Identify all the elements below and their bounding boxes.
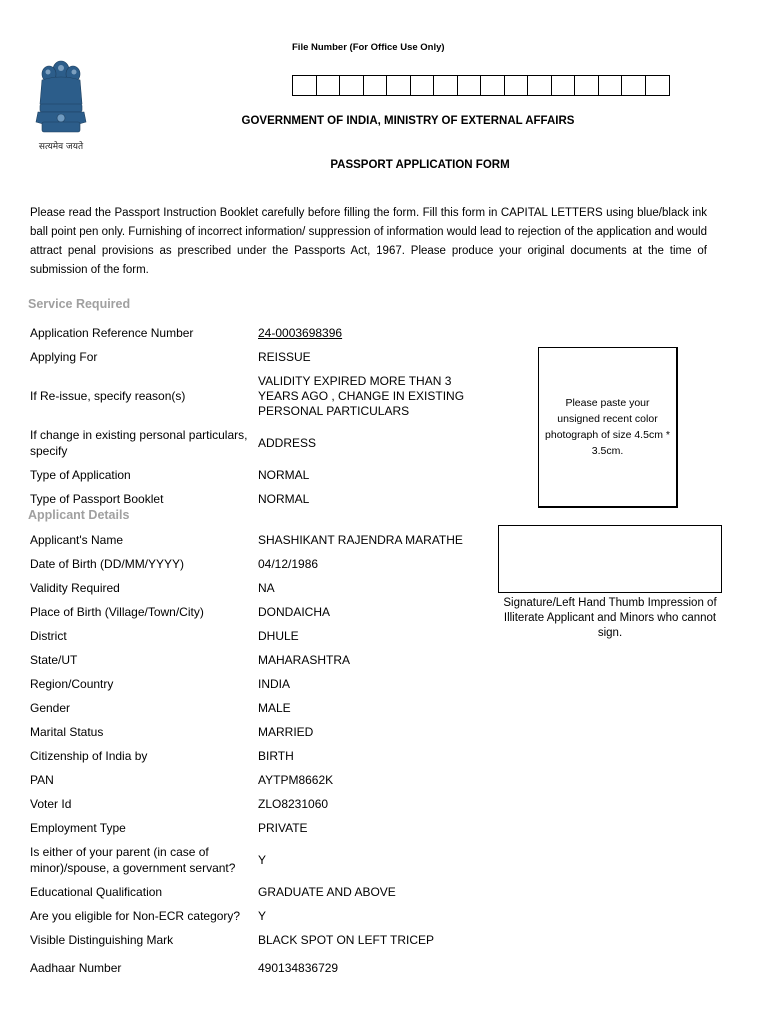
- field-value: PRIVATE: [258, 820, 308, 835]
- field-label: Applicant's Name: [30, 533, 123, 547]
- file-number-box: [575, 76, 599, 95]
- field-value: AYTPM8662K: [258, 772, 334, 787]
- field-value: 04/12/1986: [258, 556, 319, 571]
- file-number-box: [340, 76, 364, 95]
- applicant-field-row: [30, 792, 490, 816]
- field-value: SHASHIKANT RAJENDRA MARATHE: [258, 532, 463, 547]
- field-label: Type of Passport Booklet: [30, 492, 164, 506]
- field-label: Application Reference Number: [30, 326, 194, 340]
- file-number-box: [481, 76, 505, 95]
- applicant-field-row: [30, 600, 490, 624]
- field-label: Are you eligible for Non-ECR category?: [30, 909, 241, 923]
- field-value: MARRIED: [258, 724, 314, 739]
- applicant-field-row: [30, 648, 490, 672]
- signature-instruction: Signature/Left Hand Thumb Impression of Illiterate Applicant and Minors who cannot sign.: [503, 597, 717, 639]
- field-label: Date of Birth (DD/MM/YYYY): [30, 557, 185, 571]
- field-label: If Re-issue, specify reason(s): [30, 389, 186, 403]
- field-value: DONDAICHA: [258, 604, 331, 619]
- field-label: Employment Type: [30, 821, 126, 835]
- applicant-field-row: [30, 672, 490, 696]
- government-heading: GOVERNMENT OF INDIA, MINISTRY OF EXTERNAL AFFAIRS: [241, 115, 575, 127]
- field-label: Type of Application: [30, 468, 131, 482]
- applicant-field-row: [30, 904, 490, 928]
- file-number-box: [552, 76, 576, 95]
- field-application-reference: [30, 321, 490, 345]
- field-value: MAHARASHTRA: [258, 652, 351, 667]
- field-value: NORMAL: [258, 491, 310, 506]
- field-change-particulars: [30, 423, 490, 463]
- applicant-field-row: [30, 928, 490, 952]
- file-number-boxes: [292, 75, 670, 96]
- field-value: INDIA: [258, 676, 291, 691]
- field-value: Y: [258, 852, 267, 867]
- file-number-box: [434, 76, 458, 95]
- field-label: Citizenship of India by: [30, 749, 148, 763]
- field-value: BIRTH: [258, 748, 294, 763]
- section-service-required: Service Required: [28, 297, 131, 311]
- applicant-details-fields: [30, 528, 490, 984]
- file-number-box: [458, 76, 482, 95]
- field-value: VALIDITY EXPIRED MORE THAN 3 YEARS AGO , CHANGE IN EXISTING PERSONAL PARTICULARS: [258, 373, 465, 418]
- field-label: Validity Required: [30, 581, 120, 595]
- application-reference-link[interactable]: 24-0003698396: [258, 325, 343, 340]
- applicant-field-row: [30, 952, 490, 984]
- applicant-field-row: [30, 840, 490, 880]
- signature-box: [498, 525, 722, 593]
- field-label: Marital Status: [30, 725, 104, 739]
- file-number-label: File Number (For Office Use Only): [292, 42, 445, 53]
- applicant-field-row: [30, 552, 490, 576]
- field-label: Gender: [30, 701, 71, 715]
- field-reissue-reason: [30, 369, 490, 423]
- field-label: Educational Qualification: [30, 885, 163, 899]
- applicant-field-row: [30, 528, 490, 552]
- applicant-field-row: [30, 768, 490, 792]
- field-label: Aadhaar Number: [30, 961, 122, 975]
- emblem-caption: सत्यमेव जयते: [38, 142, 84, 152]
- field-value: ZLO8231060: [258, 796, 329, 811]
- file-number-box: [528, 76, 552, 95]
- applicant-field-row: [30, 816, 490, 840]
- file-number-box: [646, 76, 670, 95]
- service-required-fields: [30, 321, 490, 511]
- applicant-field-row: [30, 624, 490, 648]
- field-label: Applying For: [30, 350, 98, 364]
- field-label: Visible Distinguishing Mark: [30, 933, 174, 947]
- field-label: If change in existing personal particulars, specify: [30, 428, 248, 458]
- file-number-box: [599, 76, 623, 95]
- form-title: PASSPORT APPLICATION FORM: [330, 159, 510, 171]
- field-value: GRADUATE AND ABOVE: [258, 884, 396, 899]
- instructions-paragraph: Please read the Passport Instruction Booklet carefully before filling the form. Fill this form in CAPITAL LETTERS using blue/black ink ball point pen only. Furnishing of incorrect information/ suppression of information would lead to rejection of the application and would attract penal provisions as prescribed under the Passports Act, 1967. Please produce your original documents at the time of submission of the form.: [30, 207, 707, 276]
- file-number-box: [293, 76, 317, 95]
- applicant-field-row: [30, 880, 490, 904]
- field-value: ADDRESS: [258, 435, 317, 450]
- field-label: Region/Country: [30, 677, 114, 691]
- field-value: REISSUE: [258, 349, 311, 364]
- photo-box: [538, 347, 678, 508]
- section-applicant-details: Applicant Details: [28, 508, 130, 522]
- field-type-of-application: [30, 463, 490, 487]
- photo-instruction: Please paste your unsigned recent color photograph of size 4.5cm * 3.5cm.: [545, 397, 670, 457]
- applicant-field-row: [30, 720, 490, 744]
- file-number-box: [622, 76, 646, 95]
- field-value: BLACK SPOT ON LEFT TRICEP: [258, 932, 435, 947]
- applicant-field-row: [30, 576, 490, 600]
- applicant-field-row: [30, 696, 490, 720]
- field-value: DHULE: [258, 628, 299, 643]
- field-value: NA: [258, 580, 275, 595]
- field-label: Place of Birth (Village/Town/City): [30, 605, 204, 619]
- field-label: Is either of your parent (in case of minor)/spouse, a government servant?: [30, 845, 236, 875]
- national-emblem: [30, 56, 92, 156]
- field-value: 490134836729: [258, 960, 339, 975]
- field-value: NORMAL: [258, 467, 310, 482]
- applicant-field-row: [30, 744, 490, 768]
- file-number-box: [505, 76, 529, 95]
- field-label: PAN: [30, 773, 54, 787]
- file-number-box: [364, 76, 388, 95]
- field-label: Voter Id: [30, 797, 72, 811]
- field-applying-for: [30, 345, 490, 369]
- field-label: State/UT: [30, 653, 78, 667]
- field-value: Y: [258, 908, 267, 923]
- field-label: District: [30, 629, 67, 643]
- file-number-box: [411, 76, 435, 95]
- file-number-box: [387, 76, 411, 95]
- field-value: MALE: [258, 700, 291, 715]
- file-number-box: [317, 76, 341, 95]
